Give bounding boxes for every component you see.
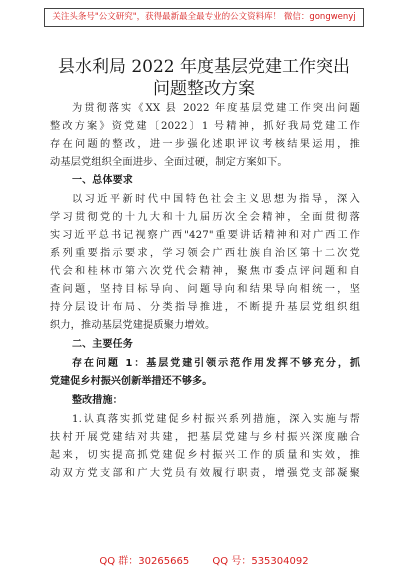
problem-statement-line: 存在问题 1：基层党建引领示范作用发挥不够充分，抓 xyxy=(72,358,360,369)
section1-line: 系列重要指示要求，学习领会广西壮族自治区第十二次党 xyxy=(50,248,360,259)
intro-line: 为贯彻落实《XX 县 2022 年度基层党建工作突出问题 xyxy=(72,103,360,114)
section1-line: 持分层设计布局、分类指导推进，不断提升基层党组织组 xyxy=(50,302,360,313)
section1-line: 织力，推动基层党建提质聚力增效。 xyxy=(50,320,216,331)
footer-qq-number: QQ 号：535304092 xyxy=(212,556,309,567)
section1-line: 以习近平新时代中国特色社会主义思想为指导，深入 xyxy=(72,194,360,205)
intro-line: 存在问题的整改，进一步强化述职评议考核结果运用，推 xyxy=(50,139,360,150)
section1-line: 代会和桂林市第六次党代会精神，聚焦市委点评问题和自 xyxy=(50,266,360,277)
footer-contact xyxy=(0,552,408,567)
measures-line: 起来，切实提高抓党建促乡村振兴工作的质量和实效，推 xyxy=(50,450,360,461)
section1-line: 查问题，坚持目标导向、问题导向和结果导向相统一，坚 xyxy=(50,284,360,295)
measures-heading: 整改措施： xyxy=(72,395,123,406)
intro-line: 动基层党组织全面进步、全面过硬，制定方案如下。 xyxy=(50,157,288,168)
intro-line: 整改方案》资党建〔2022〕1 号精神，抓好我局党建工作 xyxy=(50,121,360,132)
section1-line: 实习近平总书记视察广西"427"重要讲话精神和对广西工作 xyxy=(50,230,360,241)
measures-line: 扶村开展党建结对共建，把基层党建与乡村振兴深度融合 xyxy=(50,432,360,443)
footer-qq-group: QQ 群：30265665 xyxy=(99,556,190,567)
measures-line: 1.认真落实抓党建促乡村振兴系列措施，深入实施与帮 xyxy=(72,414,360,425)
problem-statement-line: 党建促乡村振兴创新举措还不够多。 xyxy=(50,376,213,387)
document-title-line-2: 问题整改方案 xyxy=(153,79,255,99)
section-heading-main-tasks: 二、主要任务 xyxy=(72,339,133,350)
header-banner: 关注头条号"公文研究"，获得最新最全最专业的公文资料库！ 微信：gongwenyj xyxy=(44,8,364,27)
measures-line: 动双方党支部和广大党员有效履行职责，增强党支部凝聚 xyxy=(50,468,360,479)
section-heading-general-requirements: 一、总体要求 xyxy=(72,175,133,186)
document-title-line-1: 县水利局 2022 年度基层党建工作突出 xyxy=(57,57,351,77)
section1-line: 学习贯彻党的十九大和十九届历次全会精神，全面贯彻落 xyxy=(50,212,360,223)
